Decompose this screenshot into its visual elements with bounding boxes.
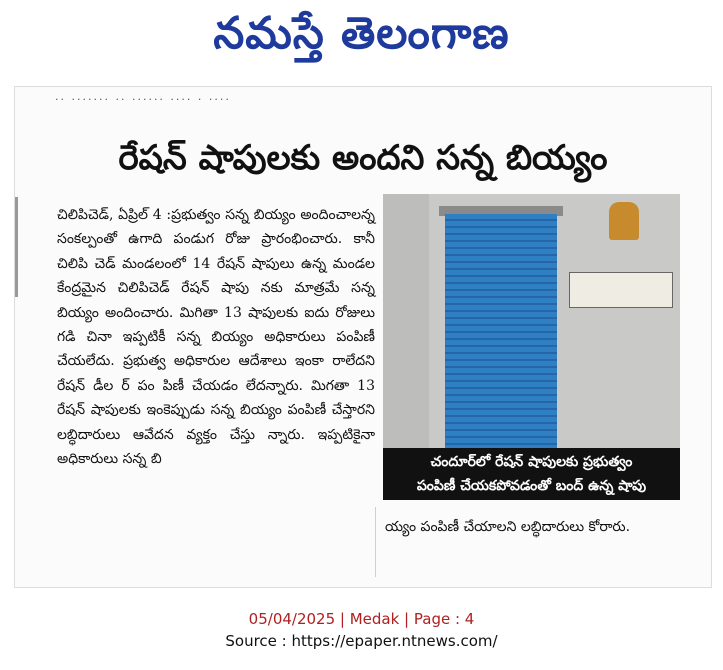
ration-shop-photo	[383, 194, 680, 448]
edition-info: 05/04/2025 | Medak | Page : 4	[248, 610, 475, 628]
photo-caption	[383, 448, 680, 500]
wall-section	[383, 194, 429, 448]
article-body-right: య్యం పంపిణీ చేయాలని లబ్ధిదారులు కోరారు.	[385, 519, 631, 535]
column-rule	[15, 197, 18, 297]
caption-line-2: పంపిణీ చేయకపోవడంతో బంద్ ఉన్న షాపు	[416, 478, 647, 494]
article-headline: రేషన్ షాపులకు అందని సన్న బియ్యం	[118, 137, 608, 178]
masthead	[0, 0, 723, 78]
news-clipping	[14, 86, 712, 588]
closed-shutter	[445, 214, 557, 448]
article-body-left: చిలిపిచెడ్, ఏప్రిల్ 4 :ప్రభుత్వం సన్న బియ్యం అందించాలన్న సంకల్పంతో ఉగాది పండుగ రోజు ప్రారంభించారు. కానీ చిలిపి చెడ్ మండలంలో 14 రేషన్ షాపులు ఉన్న మండల కేంద్రమైన చిలిపిచెడ్ రేషన్ షాపు నకు మాత్రమే సన్న బియ్యం అందించారు. మిగితా 13 షాపులకు ఐదు రోజులు గడి చినా ఇప్పటికీ సన్న బియ్యం అధికారులు పంపిణీ చేయలేదు. ప్రభుత్వ అధికారుల ఆదేశాలు ఇంకా రాలేదని రేషన్ డీల ర్ పం పిణీ చేయడం లేదన్నారు. మిగతా 13 రేషన్ షాపులకు ఇంకెప్పుడు సన్న బియ్యం పంపిణీ చేస్తారని లబ్ధిదారులు ఆవేదన వ్యక్తం చేస్తు న్నారు. ఇప్పటికైనా అధికారులు సన్న బి	[57, 207, 375, 468]
shop-signboard	[569, 272, 673, 308]
source-link[interactable]: Source : https://epaper.ntnews.com/	[225, 632, 498, 650]
deity-picture	[609, 202, 639, 240]
newspaper-logo: నమస్తే తెలంగాణ	[213, 8, 510, 59]
cropped-text-fragment: ·· ······· ·· ······ ···· · ····	[55, 93, 231, 105]
column-divider	[375, 507, 376, 577]
caption-line-1: చందూర్‌లో రేషన్ షాపులకు ప్రభుత్వం	[430, 454, 633, 470]
